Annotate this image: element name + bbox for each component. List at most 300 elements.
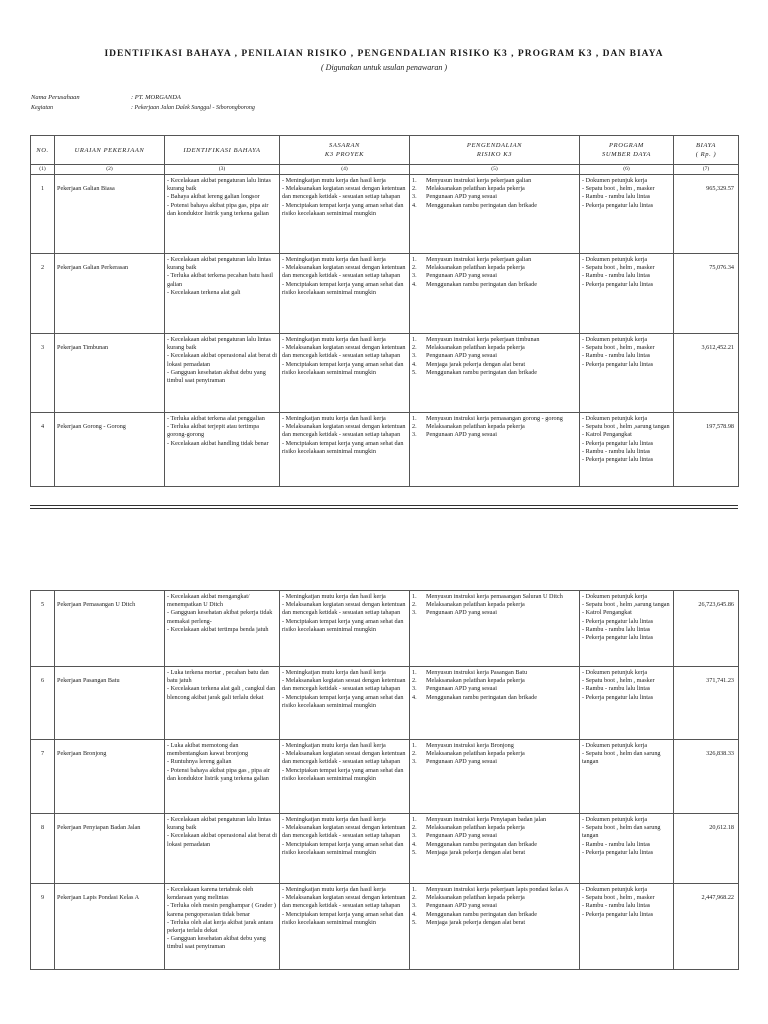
control-item	[412, 677, 577, 685]
target-item: - Menciptakan tempat kerja yang aman sehat dan risiko kecelakaan seminimal mungkin	[282, 693, 404, 709]
control-number: 1.	[412, 742, 417, 749]
program-item: - Dokumen petunjuk kerja	[582, 593, 648, 600]
control-number: 4.	[412, 280, 417, 288]
page-break-line	[30, 508, 738, 509]
table-row	[31, 740, 739, 814]
column-number: (6)	[580, 165, 674, 175]
control-number: 2.	[412, 185, 417, 193]
targets-cell	[280, 175, 410, 254]
targets-cell	[280, 334, 410, 413]
program-item: - Rambu - rambu lalu lintas	[582, 625, 651, 633]
control-item	[412, 832, 577, 840]
control-number: 5.	[412, 848, 417, 856]
target-item: - Melaksanakan kegiatan sesuai dengan ketentuan dan mencegah ketidak - sesuaian setiap tahapan	[282, 601, 406, 617]
controls-cell	[410, 740, 580, 814]
control-text: Menyusun instruksi kerja pekerjaan timbunan	[426, 336, 540, 343]
header-program-line2: SUMBER DAYA	[602, 151, 651, 158]
target-item: - Menciptakan tempat kerja yang aman sehat dan risiko kecelakaan seminimal mungkin	[282, 280, 404, 296]
program-item: - Sepatu boot , helm , masker	[582, 185, 655, 193]
target-item: - Menciptakan tempat kerja yang aman sehat dan risiko kecelakaan seminimal mungkin	[282, 360, 404, 376]
control-number: 1.	[412, 256, 417, 263]
control-text: Menggunakan rambu peringatan dan brikade	[426, 693, 537, 701]
control-text: Pengunaan APD yang sesuai	[426, 685, 497, 693]
targets-cell	[280, 254, 410, 334]
activity-row	[31, 104, 255, 111]
target-item: - Meningkatjan mutu kerja dan hasil kerja	[282, 336, 386, 343]
header-pengendalian	[410, 136, 580, 165]
control-number: 2.	[412, 750, 417, 758]
target-item: - Menciptakan tempat kerja yang aman sehat dan risiko kecelakaan seminimal mungkin	[282, 617, 404, 633]
control-item	[412, 361, 577, 369]
hazard-item: - Terluka akibat terjepit atau tertimpa gorong-gorong	[167, 423, 260, 439]
control-text: Melaksanakan pelatihan kepada pekerja	[426, 264, 525, 272]
row-number: 9	[31, 884, 55, 970]
control-number: 1.	[412, 177, 417, 184]
target-item: - Meningkatjan mutu kerja dan hasil kerja	[282, 816, 386, 823]
targets-cell	[280, 740, 410, 814]
hazards-cell	[165, 591, 280, 667]
program-item: - Rambu - rambu lalu lintas	[582, 840, 651, 848]
control-number: 4.	[412, 910, 417, 918]
control-text: Menjaga jarak pekerja dengan alat berat	[426, 918, 526, 926]
row-number: 1	[31, 175, 55, 254]
control-item	[412, 685, 577, 693]
company-row	[31, 94, 181, 101]
work-item-name: Pekerjaan Gorong - Gorong	[55, 413, 165, 487]
control-text: Pengunaan APD yang sesuai	[426, 609, 497, 617]
control-text: Melaksanakan pelatihan kepada pekerja	[426, 894, 525, 902]
control-item	[412, 344, 577, 352]
activity-value: : Pekerjaan Jalan Dalek Sunggul - Siborongborong	[131, 105, 255, 111]
control-item	[412, 894, 577, 902]
header-sasaran-line2: K3 PROYEK	[324, 151, 365, 158]
row-number: 6	[31, 667, 55, 740]
program-item: - Dokumen petunjuk kerja	[582, 669, 648, 676]
risk-table-page-1	[30, 135, 739, 487]
hazard-item: - Terluka oleh mesin penghampar ( Grader ) karena pengoperasian tidak benar	[167, 902, 276, 918]
targets-cell	[280, 413, 410, 487]
column-number: (7)	[674, 165, 739, 175]
hazard-item: - Runtuhnya lereng galian	[167, 758, 232, 766]
control-item	[412, 415, 577, 423]
control-item	[412, 264, 577, 272]
control-number: 2.	[412, 423, 417, 431]
control-number: 3.	[412, 609, 417, 617]
program-item: - Rambu - rambu lalu lintas	[582, 352, 651, 360]
hazard-item: - Kecelakaan akibat tertimpa benda jatuh	[167, 625, 269, 633]
control-text: Melaksanakan pelatihan kepada pekerja	[426, 344, 525, 352]
hazard-item: - Potensi bahaya akibat pipa gas , pipa air dan konduktor listrik yang terkena galian	[167, 766, 270, 782]
program-cell	[580, 884, 674, 970]
hazard-item: - Gangguan kesehatan akibat debu yang timbul saat penyiraman	[167, 368, 266, 385]
row-number: 5	[31, 591, 55, 667]
control-text: Melaksanakan pelatihan kepada pekerja	[426, 824, 525, 832]
control-item	[412, 177, 577, 185]
control-item	[412, 193, 577, 201]
row-number: 7	[31, 740, 55, 814]
control-text: Menggunakan rambu peringatan dan brikade	[426, 201, 537, 209]
control-number: 1.	[412, 593, 417, 600]
control-number: 2.	[412, 824, 417, 832]
column-number: (1)	[31, 165, 55, 175]
hazard-item: - Potensi bahaya akibat pipa gas, pipa air dan konduktor listrik yang terkena galian	[167, 201, 269, 217]
header-program	[580, 136, 674, 165]
control-number: 3.	[412, 685, 417, 693]
row-number: 4	[31, 413, 55, 487]
cost-value: 3,612,452.21	[674, 334, 739, 413]
control-number: 1.	[412, 886, 417, 893]
table-row	[31, 334, 739, 413]
program-item: - Dokumen petunjuk kerja	[582, 886, 648, 893]
table-row	[31, 413, 739, 487]
work-item-name: Pekerjaan Bronjong	[55, 740, 165, 814]
row-number: 3	[31, 334, 55, 413]
hazard-item: - Kecelakaan karena tertabrak oleh kendaraan yang melintas	[167, 886, 254, 902]
control-text: Pengunaan APD yang sesuai	[426, 272, 497, 280]
controls-cell	[410, 413, 580, 487]
program-item: - Dokumen petunjuk kerja	[582, 742, 648, 749]
control-item	[412, 824, 577, 832]
cost-value: 197,578.98	[674, 413, 739, 487]
hazard-item: - Kecelakaan akibat pengaturan lalu lintas kurang baik	[167, 336, 271, 352]
control-text: Pengunaan APD yang sesuai	[426, 352, 497, 360]
program-item: - Rambu - rambu lalu lintas	[582, 272, 651, 280]
risk-table-page-2	[30, 590, 739, 970]
control-number: 3.	[412, 272, 417, 280]
program-item: - Sepatu boot , helm , masker	[582, 677, 655, 685]
control-text: Menggunakan rambu peringatan dan brikade	[426, 280, 537, 288]
target-item: - Meningkatjan mutu kerja dan hasil kerja	[282, 415, 386, 422]
target-item: - Meningkatjan mutu kerja dan hasil kerja	[282, 742, 386, 749]
program-item: - Pekerja pengatur lalu lintas	[582, 201, 654, 209]
program-item: - Dokumen petunjuk kerja	[582, 336, 648, 343]
control-number: 4.	[412, 360, 417, 368]
column-number: (3)	[165, 165, 280, 175]
control-number: 3.	[412, 832, 417, 840]
hazard-item: - Luka akibat memotong dan membentangkan kawat bronjong	[167, 742, 249, 758]
control-item	[412, 750, 577, 758]
cost-value: 20,612.18	[674, 814, 739, 884]
hazard-item: - Kecelakaan akibat operasional alat berat di lokasi pemadatan	[167, 832, 277, 848]
header-sasaran	[280, 136, 410, 165]
program-item: - Sepatu boot , helm , masker	[582, 894, 655, 902]
column-number: (2)	[55, 165, 165, 175]
target-item: - Melaksanakan kegiatan sesuai dengan ketentuan dan mencegah ketidak - sesuaian setiap tahapan	[282, 750, 406, 766]
control-text: Melaksanakan pelatihan kepada pekerja	[426, 750, 525, 758]
control-item	[412, 758, 577, 766]
control-item	[412, 593, 577, 601]
program-item: - Dokumen petunjuk kerja	[582, 256, 648, 263]
control-text: Menggunakan rambu peringatan dan brikade	[426, 840, 537, 848]
header-row	[31, 136, 739, 165]
control-item	[412, 669, 577, 677]
control-number: 1.	[412, 415, 417, 422]
target-item: - Menciptakan tempat kerja yang aman sehat dan risiko kecelakaan seminimal mungkin	[282, 766, 404, 782]
cost-value: 75,076.34	[674, 254, 739, 334]
document-title: IDENTIFIKASI BAHAYA , PENILAIAN RISIKO , PENGENDALIAN RISIKO K3 , PROGRAM K3 , DAN BIAYA	[104, 49, 664, 59]
control-item	[412, 256, 577, 264]
work-item-name: Pekerjaan Penyiapan Badan Jalan	[55, 814, 165, 884]
header-pengendalian-line2: RISIKO K3	[476, 151, 513, 158]
work-item-name: Pekerjaan Galian Biasa	[55, 175, 165, 254]
control-item	[412, 185, 577, 193]
program-item: - Rambu - rambu lalu lintas	[582, 685, 651, 693]
control-item	[412, 742, 577, 750]
control-text: Pengunaan APD yang sesuai	[426, 431, 497, 439]
program-item: - Dokumen petunjuk kerja	[582, 415, 648, 422]
hazard-item: - Gangguan kesehatan akibat pekerja tidak memakai perleng-	[167, 609, 273, 625]
control-text: Pengunaan APD yang sesuai	[426, 758, 497, 766]
controls-cell	[410, 175, 580, 254]
control-item	[412, 609, 577, 617]
header-biaya-line2: ( Rp. )	[695, 151, 717, 158]
control-item	[412, 816, 577, 824]
control-item	[412, 352, 577, 360]
cost-value: 26,723,645.86	[674, 591, 739, 667]
activity-label: Kegiatan	[31, 105, 53, 111]
control-number: 2.	[412, 894, 417, 902]
control-item	[412, 423, 577, 431]
cost-value: 965,329.57	[674, 175, 739, 254]
work-item-name: Pekerjaan Pemasangan U Ditch	[55, 591, 165, 667]
control-text: Menyusun instruksi kerja Bronjong	[426, 742, 514, 749]
work-item-name: Pekerjaan Pasangan Batu	[55, 667, 165, 740]
header-no: NO.	[31, 136, 55, 165]
hazards-cell	[165, 884, 280, 970]
control-number: 5.	[412, 368, 417, 376]
hazards-cell	[165, 667, 280, 740]
control-text: Menyusun instruksi kerja pekerjaan galian	[426, 256, 532, 263]
work-item-name: Pekerjaan Galian Perkerasan	[55, 254, 165, 334]
control-item	[412, 281, 577, 289]
hazard-item: - Bahaya akibat lereng galian longsor	[167, 193, 260, 201]
table-row	[31, 175, 739, 254]
control-text: Melaksanakan pelatihan kepada pekerja	[426, 185, 525, 193]
hazards-cell	[165, 740, 280, 814]
header-biaya-line1: BIAYA	[696, 142, 716, 149]
hazard-item: - Kecelakaan terkena alat gali	[167, 288, 241, 296]
hazard-item: - Kecelakaan akibat pengaturan lalu lintas kurang baik	[167, 816, 271, 832]
control-number: 1.	[412, 816, 417, 823]
program-item: - Sepatu boot , helm dan sarung tangan	[582, 750, 661, 766]
program-item: - Sepatu boot , helm , masker	[582, 344, 655, 352]
program-item: - Pekerja pengatur lalu lintas	[582, 439, 654, 447]
program-item: - Sepatu boot , helm dan sarung tangan	[582, 824, 661, 840]
hazard-item: - Terluka oleh alat kerja akibat jarak antara pekerja terlalu dekat	[167, 918, 274, 935]
control-number: 1.	[412, 669, 417, 676]
company-value: : PT. MORGANDA	[131, 94, 181, 101]
program-item: - Sepatu boot , helm , masker	[582, 264, 655, 272]
program-item: - Sepatu boot , helm ,sarung tangan	[582, 601, 670, 609]
hazard-item: - Terluka akibat terkena pecahan batu hasil galian	[167, 272, 273, 288]
program-item: - Pekerja pengatur lalu lintas	[582, 456, 654, 464]
target-item: - Melaksanakan kegiatan sesuai dengan ketentuan dan mencegah ketidak - sesuaian setiap tahapan	[282, 185, 406, 201]
table-row	[31, 814, 739, 884]
work-item-name: Pekerjaan Lapis Pondasi Kelas A	[55, 884, 165, 970]
cost-value: 371,741.23	[674, 667, 739, 740]
hazards-cell	[165, 175, 280, 254]
program-cell	[580, 591, 674, 667]
control-number: 3.	[412, 758, 417, 766]
hazards-cell	[165, 814, 280, 884]
program-item: - Sepatu boot , helm ,sarung tangan	[582, 423, 670, 431]
program-item: - Katrol Pengangkat	[582, 609, 632, 617]
controls-cell	[410, 254, 580, 334]
control-item	[412, 336, 577, 344]
hazard-item: - Kecelakaan akibat mengangkat/ menempatkan U Ditch	[167, 593, 250, 609]
control-item	[412, 849, 577, 857]
program-cell	[580, 413, 674, 487]
row-number: 8	[31, 814, 55, 884]
control-item	[412, 911, 577, 919]
hazard-item: - Kecelakaan akibat pengaturan lalu lintas kurang baik	[167, 256, 271, 272]
control-text: Menyusun instruksi kerja pekerjaan galian	[426, 177, 532, 184]
targets-cell	[280, 591, 410, 667]
program-item: - Pekerja pengatur lalu lintas	[582, 634, 654, 642]
target-item: - Meningkatjan mutu kerja dan hasil kerja	[282, 177, 386, 184]
program-cell	[580, 334, 674, 413]
target-item: - Meningkatjan mutu kerja dan hasil kerja	[282, 886, 386, 893]
target-item: - Melaksanakan kegiatan sesuai dengan ketentuan dan mencegah ketidak - sesuaian setiap tahapan	[282, 677, 406, 693]
control-text: Menjaga jarak pekerja dengan alat berat	[426, 848, 526, 856]
target-item: - Meningkatjan mutu kerja dan hasil kerja	[282, 593, 386, 600]
controls-cell	[410, 591, 580, 667]
target-item: - Menciptakan tempat kerja yang aman sehat dan risiko kecelakaan seminimal mungkin	[282, 439, 404, 455]
header-uraian: URAIAN PEKERJAAN	[55, 136, 165, 165]
control-item	[412, 431, 577, 439]
program-item: - Rambu - rambu lalu lintas	[582, 902, 651, 910]
targets-cell	[280, 814, 410, 884]
controls-cell	[410, 884, 580, 970]
program-item: - Pekerja pengatur lalu lintas	[582, 910, 654, 918]
control-number: 2.	[412, 344, 417, 352]
target-item: - Meningkatjan mutu kerja dan hasil kerja	[282, 256, 386, 263]
control-text: Pengunaan APD yang sesuai	[426, 193, 497, 201]
target-item: - Melaksanakan kegiatan sesuai dengan ketentuan dan mencegah ketidak - sesuaian setiap tahapan	[282, 264, 406, 280]
target-item: - Menciptakan tempat kerja yang aman sehat dan risiko kecelakaan seminimal mungkin	[282, 910, 404, 926]
control-text: Menggunakan rambu peringatan dan brikade	[426, 368, 537, 376]
targets-cell	[280, 884, 410, 970]
work-item-name: Pekerjaan Timbunan	[55, 334, 165, 413]
control-text: Pengunaan APD yang sesuai	[426, 902, 497, 910]
program-item: - Pekerja pengatur lalu lintas	[582, 360, 654, 368]
table-row	[31, 667, 739, 740]
table-row	[31, 591, 739, 667]
program-item: - Rambu - rambu lalu lintas	[582, 193, 651, 201]
program-item: - Dokumen petunjuk kerja	[582, 177, 648, 184]
header-program-line1: PROGRAM	[609, 142, 644, 149]
program-item: - Katrol Pengangkat	[582, 431, 632, 439]
column-number: (4)	[280, 165, 410, 175]
control-number: 3.	[412, 431, 417, 439]
hazard-item: - Luka terkena mortar , pecahan batu dan batu jatuh	[167, 669, 269, 685]
control-number: 3.	[412, 193, 417, 201]
hazard-item: - Kecelakaan terkena alat gali , cangkul dan blencong akibat jarak gali terlalu dekat	[167, 685, 276, 701]
control-text: Melaksanakan pelatihan kepada pekerja	[426, 423, 525, 431]
controls-cell	[410, 814, 580, 884]
hazard-item: - Gangguan kesehatan akibat debu yang timbul saat penyiraman	[167, 935, 266, 951]
cost-value: 326,838.33	[674, 740, 739, 814]
hazard-item: - Kecelakaan akibat pengaturan lalu lintas kurang baik	[167, 177, 271, 193]
control-number: 4.	[412, 840, 417, 848]
hazards-cell	[165, 413, 280, 487]
hazards-cell	[165, 254, 280, 334]
control-item	[412, 272, 577, 280]
control-number: 3.	[412, 902, 417, 910]
control-item	[412, 202, 577, 210]
table-row	[31, 884, 739, 970]
control-item	[412, 601, 577, 609]
program-cell	[580, 175, 674, 254]
control-text: Menyusun instruksi kerja pemasangan Saluran U Ditch	[426, 593, 563, 600]
control-text: Melaksanakan pelatihan kepada pekerja	[426, 601, 525, 609]
control-text: Menyusun instruksi kerja Penyiapan badan jalan	[426, 816, 547, 823]
control-number: 2.	[412, 677, 417, 685]
program-item: - Pekerja pengatur lalu lintas	[582, 693, 654, 701]
program-cell	[580, 740, 674, 814]
control-number: 2.	[412, 264, 417, 272]
control-text: Menggunakan rambu peringatan dan brikade	[426, 910, 537, 918]
control-item	[412, 919, 577, 927]
program-item: - Pekerja pengatur lalu lintas	[582, 848, 654, 856]
column-number: (5)	[410, 165, 580, 175]
program-item: - Dokumen petunjuk kerja	[582, 816, 648, 823]
company-label: Nama Perusahaan	[31, 94, 80, 101]
table-row	[31, 254, 739, 334]
target-item: - Melaksanakan kegiatan sesuai dengan ketentuan dan mencegah ketidak - sesuaian setiap tahapan	[282, 423, 406, 439]
hazard-item: - Kecelakaan akibat handling tidak benar	[167, 439, 269, 447]
control-text: Menyusun instruksi kerja pekerjaan lapis pondasi kelas A	[426, 886, 569, 893]
hazards-cell	[165, 334, 280, 413]
control-number: 4.	[412, 693, 417, 701]
document-subtitle: ( Digunakan untuk usulan penawaran )	[321, 63, 447, 72]
target-item: - Menciptakan tempat kerja yang aman sehat dan risiko kecelakaan seminimal mungkin	[282, 201, 404, 217]
column-number-row	[31, 165, 739, 175]
control-number: 3.	[412, 352, 417, 360]
hazard-item: - Kecelakaan akibat operasional alat berat di lokasi pemadatan	[167, 352, 277, 368]
controls-cell	[410, 667, 580, 740]
control-item	[412, 841, 577, 849]
control-number: 1.	[412, 336, 417, 343]
control-number: 5.	[412, 918, 417, 926]
program-item: - Rambu - rambu lalu lintas	[582, 447, 651, 455]
controls-cell	[410, 334, 580, 413]
hazard-item: - Terluka akibat terkena alat penggalian	[167, 415, 265, 422]
control-item	[412, 886, 577, 894]
control-text: Pengunaan APD yang sesuai	[426, 832, 497, 840]
cost-value: 2,447,968.22	[674, 884, 739, 970]
header-sasaran-line1: SASARAN	[329, 142, 360, 149]
program-cell	[580, 254, 674, 334]
program-item: - Pekerja pengatur lalu lintas	[582, 280, 654, 288]
target-item: - Melaksanakan kegiatan sesuai dengan ketentuan dan mencegah ketidak - sesuaian setiap tahapan	[282, 344, 406, 360]
target-item: - Meningkatjan mutu kerja dan hasil kerja	[282, 669, 386, 676]
control-number: 2.	[412, 601, 417, 609]
control-item	[412, 369, 577, 377]
target-item: - Melaksanakan kegiatan sesuai dengan ketentuan dan mencegah ketidak - sesuaian setiap tahapan	[282, 824, 406, 840]
program-cell	[580, 814, 674, 884]
program-item: - Pekerja pengatur lalu lintas	[582, 617, 654, 625]
control-item	[412, 902, 577, 910]
header-pengendalian-line1: PENGENDALIAN	[466, 142, 523, 149]
control-item	[412, 694, 577, 702]
target-item: - Melaksanakan kegiatan sesuai dengan ketentuan dan mencegah ketidak - sesuaian setiap tahapan	[282, 894, 406, 910]
control-text: Melaksanakan pelatihan kepada pekerja	[426, 677, 525, 685]
row-number: 2	[31, 254, 55, 334]
control-text: Menjaga jarak pekerja dengan alat berat	[426, 360, 526, 368]
header-biaya	[674, 136, 739, 165]
header-identifikasi: IDENTIFIKASI BAHAYA	[165, 136, 280, 165]
